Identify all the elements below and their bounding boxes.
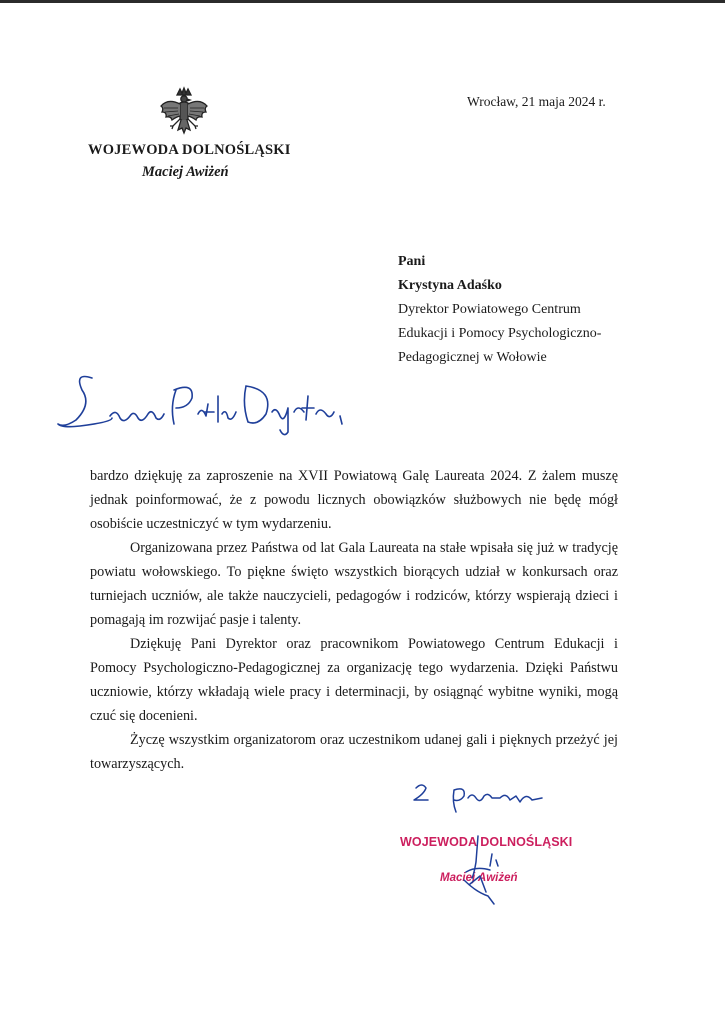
top-border [0,0,725,3]
recipient-block [398,250,601,370]
body-paragraph: bardzo dziękuję za zaproszenie na XVII Powiatową Galę Laureata 2024. Z żalem muszę jednak poinformować, że z powodu licznych obowiązków służbowych nie będę mógł osobiście uczestniczyć w tym wydarzeniu. [90,468,618,532]
office-title: WOJEWODA DOLNOŚLĄSKI [88,142,291,158]
official-stamp [400,832,573,912]
date-line: Wrocław, 21 maja 2024 r. [467,94,606,109]
recipient-role-line: Dyrektor Powiatowego Centrum [398,302,581,317]
office-holder-name: Maciej Awiżeń [142,164,229,180]
recipient-name: Krystyna Adaśko [398,278,502,293]
recipient-role-line: Edukacji i Pomocy Psychologiczno- [398,326,602,341]
body-paragraph: Organizowana przez Państwa od lat Gala Laureata na stałe wpisała się już w tradycję powiatu wołowskiego. To piękne święto wszystkich biorących udział w konkursach oraz turniejach uczniów, ale także nauczycieli, pedagogów i rodziców, którzy wspierają dzieci i pomagają im rozwijać pasje i talenty. [90,540,618,628]
letter-body [90,464,618,776]
body-paragraph: Dziękuję Pani Dyrektor oraz pracownikom Powiatowego Centrum Edukacji i Pomocy Psychologiczno-Pedagogicznej za organizację tego wydarzenia. Dzięki Państwu uczniowie, którzy wkładają wiele pracy i determinacji, by osiągnąć wybitne wyniki, mogą czuć się docenieni. [90,636,618,724]
recipient-salutation: Pani [398,254,426,269]
handwritten-salutation [52,368,352,448]
signature [436,832,516,912]
body-paragraph: Życzę wszystkim organizatorom oraz uczestnikom udanej gali i pięknych przeżyć jej towarzyszących. [90,732,618,772]
stamp-name: Maciej Awiżeń [440,872,518,884]
stamp-title: WOJEWODA DOLNOŚLĄSKI [400,835,573,849]
handwritten-closing [408,778,558,818]
recipient-role-line: Pedagogicznej w Wołowie [398,350,547,365]
polish-eagle-emblem-icon [158,86,210,142]
